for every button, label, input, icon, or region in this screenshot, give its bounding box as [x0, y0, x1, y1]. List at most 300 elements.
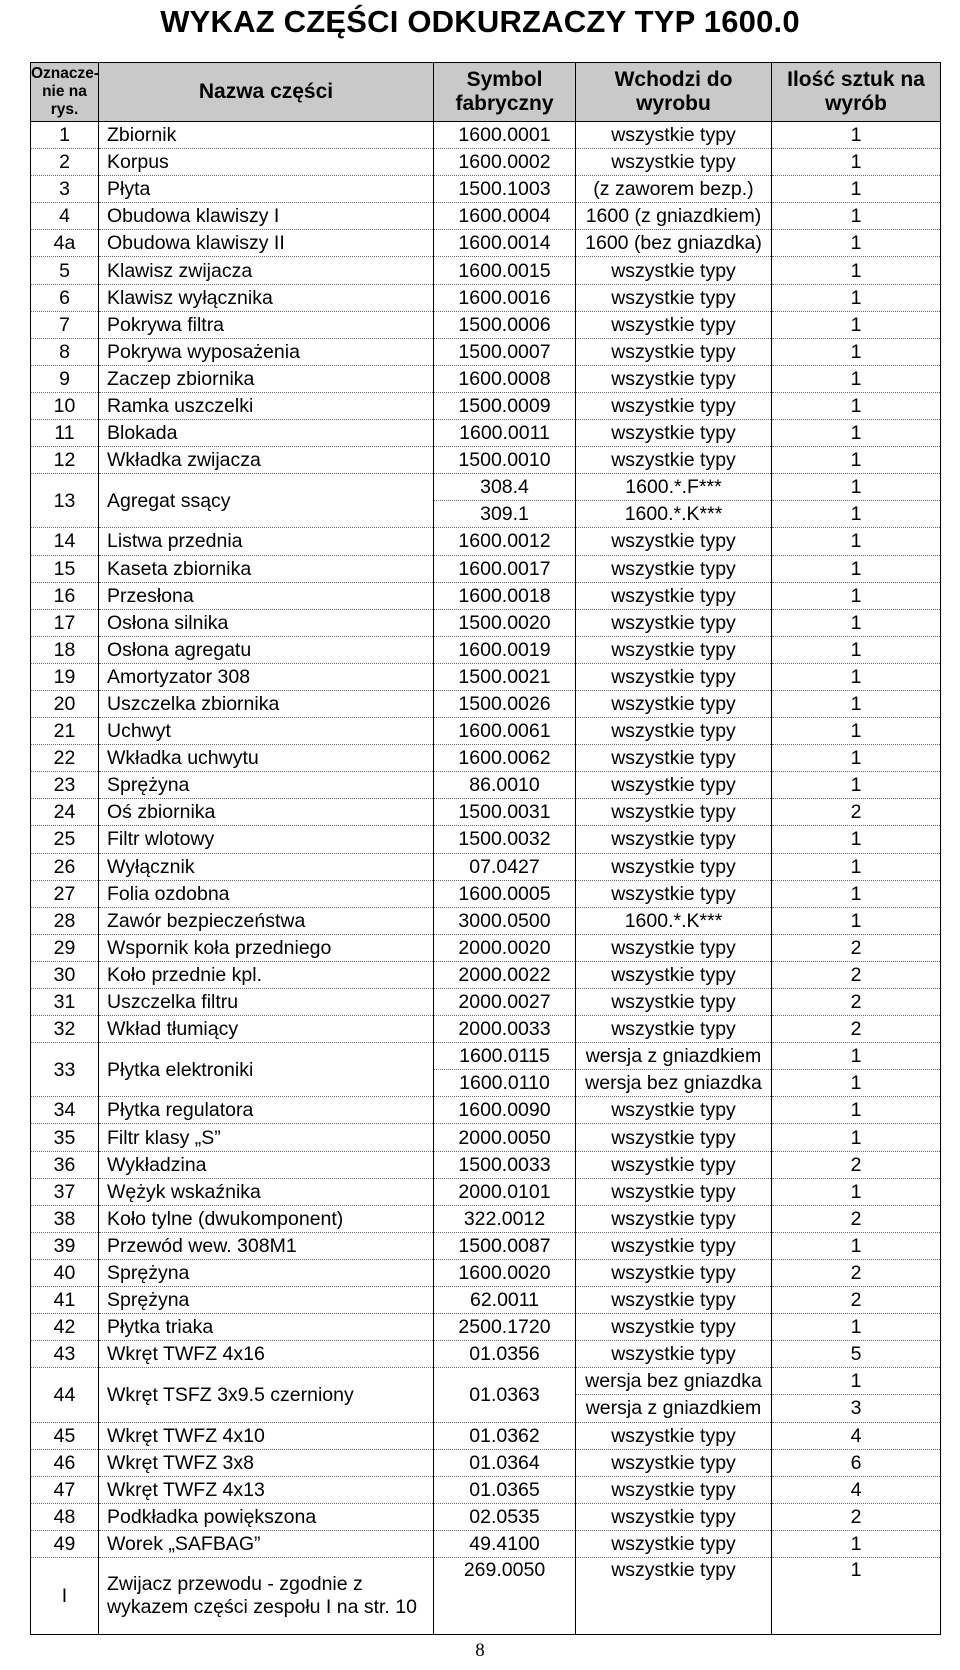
cell-marking: 43 [31, 1341, 99, 1368]
cell-included-in: wszystkie typy [576, 853, 772, 880]
cell-part-name: Koło tylne (dwukomponent) [99, 1205, 434, 1232]
cell-marking: 10 [31, 392, 99, 419]
table-row [31, 690, 941, 717]
cell-included-in: wszystkie typy [576, 555, 772, 582]
cell-marking: 49 [31, 1530, 99, 1557]
cell-included-in: wszystkie typy [576, 365, 772, 392]
table-row [31, 582, 941, 609]
cell-part-name: Osłona agregatu [99, 636, 434, 663]
cell-quantity: 1 [772, 447, 941, 474]
cell-included-in: wszystkie typy [576, 1259, 772, 1286]
cell-marking: 14 [31, 528, 99, 555]
cell-marking: 2 [31, 149, 99, 176]
cell-symbol: 1500.0006 [434, 311, 576, 338]
table-row [31, 338, 941, 365]
cell-quantity: 2 [772, 1259, 941, 1286]
cell-included-in: wszystkie typy [576, 149, 772, 176]
cell-part-name: Zbiornik [99, 122, 434, 149]
cell-marking: 37 [31, 1178, 99, 1205]
cell-part-name: Wkładka uchwytu [99, 745, 434, 772]
cell-included-in: 1600.*.K*** [576, 501, 772, 528]
cell-marking: 13 [31, 474, 99, 528]
table-row [31, 392, 941, 419]
cell-quantity: 2 [772, 1205, 941, 1232]
cell-quantity: 1 [772, 122, 941, 149]
cell-included-in: 1600.*.F*** [576, 474, 772, 501]
cell-marking: 47 [31, 1476, 99, 1503]
cell-quantity: 4 [772, 1422, 941, 1449]
cell-part-name: Wkręt TWFZ 4x13 [99, 1476, 434, 1503]
cell-quantity: 1 [772, 392, 941, 419]
cell-quantity: 1 [772, 474, 941, 501]
cell-included-in: wersja z gniazdkiem [576, 1043, 772, 1070]
header-quantity: Ilość sztuk na wyrób [772, 63, 941, 122]
cell-marking: 6 [31, 284, 99, 311]
cell-symbol: 1500.0021 [434, 663, 576, 690]
cell-symbol: 62.0011 [434, 1287, 576, 1314]
cell-marking: 28 [31, 907, 99, 934]
cell-quantity: 1 [772, 1557, 941, 1634]
table-row [31, 1476, 941, 1503]
cell-included-in: wszystkie typy [576, 1097, 772, 1124]
table-row [31, 528, 941, 555]
cell-quantity: 1 [772, 1368, 941, 1395]
cell-symbol: 1500.0033 [434, 1151, 576, 1178]
cell-symbol: 322.0012 [434, 1205, 576, 1232]
table-row [31, 718, 941, 745]
table-row [31, 1530, 941, 1557]
cell-symbol: 1600.0019 [434, 636, 576, 663]
table-row [31, 1503, 941, 1530]
cell-quantity: 2 [772, 799, 941, 826]
cell-included-in: wersja z gniazdkiem [576, 1395, 772, 1422]
cell-marking: 21 [31, 718, 99, 745]
cell-included-in: wszystkie typy [576, 1422, 772, 1449]
cell-included-in: wszystkie typy [576, 880, 772, 907]
cell-symbol: 3000.0500 [434, 907, 576, 934]
cell-marking: I [31, 1557, 99, 1634]
cell-included-in: wszystkie typy [576, 961, 772, 988]
cell-symbol: 1600.0001 [434, 122, 576, 149]
cell-symbol: 1500.1003 [434, 176, 576, 203]
table-row [31, 1232, 941, 1259]
cell-part-name: Amortyzator 308 [99, 663, 434, 690]
cell-quantity: 1 [772, 907, 941, 934]
cell-symbol: 1600.0008 [434, 365, 576, 392]
cell-marking: 5 [31, 257, 99, 284]
cell-included-in: 1600 (z gniazdkiem) [576, 203, 772, 230]
cell-quantity: 6 [772, 1449, 941, 1476]
cell-quantity: 1 [772, 501, 941, 528]
cell-included-in: wszystkie typy [576, 1341, 772, 1368]
cell-included-in: wszystkie typy [576, 772, 772, 799]
cell-symbol: 1500.0032 [434, 826, 576, 853]
cell-quantity: 1 [772, 176, 941, 203]
cell-part-name: Uchwyt [99, 718, 434, 745]
cell-part-name: Wkładka zwijacza [99, 447, 434, 474]
cell-marking: 20 [31, 690, 99, 717]
cell-included-in: wszystkie typy [576, 1232, 772, 1259]
table-row [31, 365, 941, 392]
cell-quantity: 1 [772, 1178, 941, 1205]
cell-part-name: Wkręt TWFZ 3x8 [99, 1449, 434, 1476]
cell-marking: 18 [31, 636, 99, 663]
cell-symbol: 2000.0050 [434, 1124, 576, 1151]
cell-symbol: 2000.0027 [434, 989, 576, 1016]
table-row [31, 799, 941, 826]
cell-quantity: 1 [772, 528, 941, 555]
table-row [31, 826, 941, 853]
table-row [31, 1449, 941, 1476]
cell-marking: 34 [31, 1097, 99, 1124]
cell-symbol: 1600.0061 [434, 718, 576, 745]
cell-quantity: 3 [772, 1395, 941, 1422]
cell-quantity: 1 [772, 582, 941, 609]
cell-symbol: 2000.0101 [434, 1178, 576, 1205]
cell-part-name: Blokada [99, 420, 434, 447]
cell-part-name: Sprężyna [99, 772, 434, 799]
cell-symbol: 309.1 [434, 501, 576, 528]
cell-part-name: Korpus [99, 149, 434, 176]
cell-symbol: 1600.0011 [434, 420, 576, 447]
table-row [31, 311, 941, 338]
cell-marking: 26 [31, 853, 99, 880]
cell-marking: 41 [31, 1287, 99, 1314]
cell-symbol: 49.4100 [434, 1530, 576, 1557]
cell-marking: 25 [31, 826, 99, 853]
cell-symbol: 1600.0090 [434, 1097, 576, 1124]
cell-included-in: wszystkie typy [576, 609, 772, 636]
cell-part-name: Płytka elektroniki [99, 1043, 434, 1097]
cell-included-in: wszystkie typy [576, 1124, 772, 1151]
cell-quantity: 1 [772, 718, 941, 745]
cell-quantity: 1 [772, 257, 941, 284]
cell-marking: 11 [31, 420, 99, 447]
cell-included-in: wszystkie typy [576, 799, 772, 826]
page-title: WYKAZ CZĘŚCI ODKURZACZY TYP 1600.0 [160, 4, 800, 39]
cell-included-in: wszystkie typy [576, 1205, 772, 1232]
cell-included-in: wszystkie typy [576, 1287, 772, 1314]
cell-part-name: Wkręt TSFZ 3x9.5 czerniony [99, 1368, 434, 1422]
table-row [31, 1016, 941, 1043]
cell-quantity: 1 [772, 772, 941, 799]
cell-part-name: Wyłącznik [99, 853, 434, 880]
cell-part-name: Osłona silnika [99, 609, 434, 636]
cell-marking: 30 [31, 961, 99, 988]
cell-part-name: Kaseta zbiornika [99, 555, 434, 582]
cell-marking: 42 [31, 1314, 99, 1341]
cell-symbol: 07.0427 [434, 853, 576, 880]
cell-quantity: 1 [772, 284, 941, 311]
table-row [31, 1124, 941, 1151]
table-row [31, 1314, 941, 1341]
cell-symbol: 01.0363 [434, 1368, 576, 1422]
cell-symbol: 01.0364 [434, 1449, 576, 1476]
cell-marking: 22 [31, 745, 99, 772]
table-row [31, 122, 941, 149]
cell-symbol: 1600.0016 [434, 284, 576, 311]
cell-part-name: Przewód wew. 308M1 [99, 1232, 434, 1259]
table-row [31, 1097, 941, 1124]
cell-marking: 3 [31, 176, 99, 203]
cell-included-in: 1600.*.K*** [576, 907, 772, 934]
table-row [31, 555, 941, 582]
cell-part-name: Sprężyna [99, 1287, 434, 1314]
cell-marking: 46 [31, 1449, 99, 1476]
cell-included-in: wszystkie typy [576, 1314, 772, 1341]
cell-included-in: wszystkie typy [576, 1557, 772, 1634]
cell-marking: 40 [31, 1259, 99, 1286]
cell-symbol: 1500.0087 [434, 1232, 576, 1259]
table-row [31, 1368, 941, 1395]
cell-quantity: 2 [772, 1151, 941, 1178]
table-row [31, 609, 941, 636]
cell-marking: 1 [31, 122, 99, 149]
cell-symbol: 1600.0115 [434, 1043, 576, 1070]
cell-marking: 27 [31, 880, 99, 907]
cell-marking: 24 [31, 799, 99, 826]
cell-marking: 29 [31, 934, 99, 961]
cell-quantity: 1 [772, 1124, 941, 1151]
cell-included-in: wszystkie typy [576, 1503, 772, 1530]
cell-marking: 33 [31, 1043, 99, 1097]
cell-part-name: Wkład tłumiący [99, 1016, 434, 1043]
cell-marking: 15 [31, 555, 99, 582]
header-marking: Oznacze-nie na rys. [31, 63, 99, 122]
cell-part-name: Płytka regulatora [99, 1097, 434, 1124]
cell-part-name: Pokrywa filtra [99, 311, 434, 338]
table-row [31, 1287, 941, 1314]
cell-symbol: 2500.1720 [434, 1314, 576, 1341]
cell-part-name: Wężyk wskaźnika [99, 1178, 434, 1205]
cell-part-name: Ramka uszczelki [99, 392, 434, 419]
cell-part-name: Koło przednie kpl. [99, 961, 434, 988]
cell-symbol: 86.0010 [434, 772, 576, 799]
cell-marking: 32 [31, 1016, 99, 1043]
cell-quantity: 1 [772, 1314, 941, 1341]
cell-quantity: 2 [772, 961, 941, 988]
cell-symbol: 01.0365 [434, 1476, 576, 1503]
cell-included-in: wszystkie typy [576, 122, 772, 149]
header-factory-symbol: Symbol fabryczny [434, 63, 576, 122]
cell-included-in: wszystkie typy [576, 745, 772, 772]
cell-symbol: 2000.0022 [434, 961, 576, 988]
cell-part-name: Płytka triaka [99, 1314, 434, 1341]
cell-marking: 23 [31, 772, 99, 799]
cell-quantity: 1 [772, 690, 941, 717]
cell-part-name: Płyta [99, 176, 434, 203]
cell-marking: 19 [31, 663, 99, 690]
cell-part-name: Uszczelka zbiornika [99, 690, 434, 717]
cell-quantity: 1 [772, 880, 941, 907]
cell-quantity: 1 [772, 853, 941, 880]
cell-part-name: Obudowa klawiszy I [99, 203, 434, 230]
cell-included-in: wszystkie typy [576, 826, 772, 853]
cell-marking: 48 [31, 1503, 99, 1530]
cell-part-name: Zaczep zbiornika [99, 365, 434, 392]
cell-symbol: 1600.0110 [434, 1070, 576, 1097]
cell-included-in: wszystkie typy [576, 284, 772, 311]
cell-part-name: Zwijacz przewodu - zgodnie z wykazem części zespołu I na str. 10 [99, 1557, 434, 1634]
table-row [31, 284, 941, 311]
table-row [31, 1422, 941, 1449]
cell-included-in: wszystkie typy [576, 392, 772, 419]
cell-symbol: 1600.0002 [434, 149, 576, 176]
table-row [31, 447, 941, 474]
cell-symbol: 1500.0007 [434, 338, 576, 365]
table-row [31, 961, 941, 988]
cell-part-name: Wspornik koła przedniego [99, 934, 434, 961]
cell-quantity: 2 [772, 1503, 941, 1530]
cell-quantity: 1 [772, 826, 941, 853]
parts-table [30, 62, 941, 1635]
cell-marking: 12 [31, 447, 99, 474]
cell-quantity: 2 [772, 989, 941, 1016]
cell-quantity: 1 [772, 420, 941, 447]
table-row [31, 257, 941, 284]
cell-part-name: Obudowa klawiszy II [99, 230, 434, 257]
cell-quantity: 1 [772, 365, 941, 392]
cell-included-in: (z zaworem bezp.) [576, 176, 772, 203]
cell-symbol: 02.0535 [434, 1503, 576, 1530]
cell-part-name: Klawisz wyłącznika [99, 284, 434, 311]
cell-quantity: 1 [772, 1530, 941, 1557]
cell-quantity: 1 [772, 1097, 941, 1124]
cell-quantity: 1 [772, 1070, 941, 1097]
cell-symbol: 308.4 [434, 474, 576, 501]
table-row [31, 1043, 941, 1070]
table-row [31, 1259, 941, 1286]
cell-included-in: wszystkie typy [576, 1476, 772, 1503]
cell-part-name: Agregat ssący [99, 474, 434, 528]
cell-included-in: wszystkie typy [576, 582, 772, 609]
cell-included-in: wszystkie typy [576, 1449, 772, 1476]
cell-marking: 7 [31, 311, 99, 338]
cell-quantity: 1 [772, 149, 941, 176]
cell-part-name: Pokrywa wyposażenia [99, 338, 434, 365]
cell-part-name: Worek „SAFBAG” [99, 1530, 434, 1557]
cell-marking: 17 [31, 609, 99, 636]
page-number: 8 [475, 1640, 485, 1661]
header-included-in: Wchodzi do wyrobu [576, 63, 772, 122]
cell-included-in: 1600 (bez gniazdka) [576, 230, 772, 257]
cell-symbol: 1600.0015 [434, 257, 576, 284]
cell-symbol: 1600.0020 [434, 1259, 576, 1286]
cell-included-in: wszystkie typy [576, 690, 772, 717]
cell-quantity: 1 [772, 338, 941, 365]
cell-symbol: 1600.0012 [434, 528, 576, 555]
cell-symbol: 1500.0031 [434, 799, 576, 826]
cell-part-name: Oś zbiornika [99, 799, 434, 826]
cell-quantity: 2 [772, 1287, 941, 1314]
cell-part-name: Filtr wlotowy [99, 826, 434, 853]
table-row [31, 1178, 941, 1205]
cell-marking: 16 [31, 582, 99, 609]
table-row [31, 745, 941, 772]
cell-symbol: 1600.0017 [434, 555, 576, 582]
table-row [31, 989, 941, 1016]
cell-symbol: 01.0356 [434, 1341, 576, 1368]
table-row [31, 149, 941, 176]
table-row [31, 934, 941, 961]
cell-part-name: Listwa przednia [99, 528, 434, 555]
cell-quantity: 4 [772, 1476, 941, 1503]
cell-included-in: wszystkie typy [576, 1151, 772, 1178]
cell-symbol: 1500.0026 [434, 690, 576, 717]
table-row [31, 636, 941, 663]
cell-included-in: wszystkie typy [576, 257, 772, 284]
cell-included-in: wszystkie typy [576, 663, 772, 690]
cell-included-in: wszystkie typy [576, 934, 772, 961]
cell-marking: 38 [31, 1205, 99, 1232]
cell-symbol: 1600.0018 [434, 582, 576, 609]
cell-symbol: 2000.0020 [434, 934, 576, 961]
cell-included-in: wszystkie typy [576, 1530, 772, 1557]
cell-symbol: 1600.0005 [434, 880, 576, 907]
table-row [31, 474, 941, 501]
cell-quantity: 1 [772, 230, 941, 257]
cell-part-name: Uszczelka filtru [99, 989, 434, 1016]
cell-quantity: 1 [772, 311, 941, 338]
cell-marking: 45 [31, 1422, 99, 1449]
cell-marking: 35 [31, 1124, 99, 1151]
cell-included-in: wszystkie typy [576, 636, 772, 663]
cell-symbol: 2000.0033 [434, 1016, 576, 1043]
table-row [31, 203, 941, 230]
cell-marking: 44 [31, 1368, 99, 1422]
header-part-name: Nazwa części [99, 63, 434, 122]
cell-quantity: 1 [772, 745, 941, 772]
cell-marking: 4 [31, 203, 99, 230]
cell-part-name: Wykładzina [99, 1151, 434, 1178]
table-row [31, 907, 941, 934]
cell-symbol: 269.0050 [434, 1557, 576, 1634]
cell-included-in: wszystkie typy [576, 420, 772, 447]
cell-included-in: wszystkie typy [576, 989, 772, 1016]
table-row [31, 1205, 941, 1232]
table-row [31, 1557, 941, 1634]
cell-part-name: Wkręt TWFZ 4x16 [99, 1341, 434, 1368]
cell-symbol: 1500.0010 [434, 447, 576, 474]
cell-symbol: 1500.0020 [434, 609, 576, 636]
cell-included-in: wszystkie typy [576, 311, 772, 338]
table-row [31, 230, 941, 257]
cell-included-in: wszystkie typy [576, 718, 772, 745]
table-row [31, 1151, 941, 1178]
table-row [31, 663, 941, 690]
cell-part-name: Klawisz zwijacza [99, 257, 434, 284]
table-header-row [31, 63, 941, 122]
cell-marking: 39 [31, 1232, 99, 1259]
cell-marking: 36 [31, 1151, 99, 1178]
cell-part-name: Filtr klasy „S” [99, 1124, 434, 1151]
cell-quantity: 5 [772, 1341, 941, 1368]
cell-included-in: wszystkie typy [576, 1016, 772, 1043]
cell-part-name: Sprężyna [99, 1259, 434, 1286]
cell-marking: 4a [31, 230, 99, 257]
cell-included-in: wersja bez gniazdka [576, 1070, 772, 1097]
table-row [31, 880, 941, 907]
cell-symbol: 1600.0004 [434, 203, 576, 230]
cell-quantity: 1 [772, 555, 941, 582]
cell-symbol: 01.0362 [434, 1422, 576, 1449]
cell-included-in: wersja bez gniazdka [576, 1368, 772, 1395]
cell-included-in: wszystkie typy [576, 528, 772, 555]
cell-part-name: Podkładka powiększona [99, 1503, 434, 1530]
cell-quantity: 1 [772, 663, 941, 690]
cell-included-in: wszystkie typy [576, 1178, 772, 1205]
cell-quantity: 1 [772, 609, 941, 636]
